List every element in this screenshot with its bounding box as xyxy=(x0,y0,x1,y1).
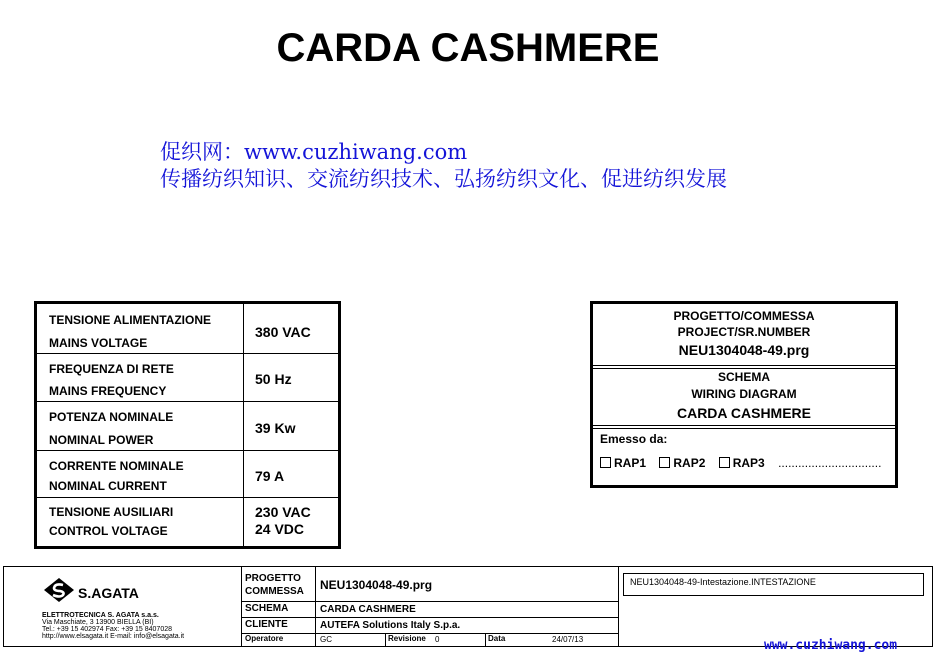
spec-divider xyxy=(243,498,244,547)
checkbox-icon xyxy=(719,457,730,468)
emesso-label: Emesso da: xyxy=(600,432,668,446)
page-title: CARDA CASHMERE xyxy=(276,26,660,70)
checkbox-rap2[interactable] xyxy=(659,456,705,470)
spec-divider xyxy=(243,451,244,498)
spec-row-mains-voltage xyxy=(37,304,338,353)
project-box xyxy=(590,301,898,488)
company-web: http://www.elsagata.it E-mail: info@elsagata.it xyxy=(42,633,185,640)
spec-label-en: CONTROL VOLTAGE xyxy=(49,524,168,538)
checkbox-label: RAP3 xyxy=(732,456,765,470)
issued-by-options xyxy=(600,456,881,470)
progetto-value: NEU1304048-49.prg xyxy=(320,578,433,592)
spec-divider xyxy=(243,402,244,451)
spec-value-secondary: 24 VDC xyxy=(255,521,305,537)
company-name: ELETTROTECNICA S. AGATA s.a.s. xyxy=(42,612,159,619)
divider xyxy=(593,368,895,369)
spec-row-mains-frequency xyxy=(37,353,338,402)
specs-table xyxy=(34,301,341,549)
schema-label: SCHEMA xyxy=(245,603,289,614)
checkbox-rap3[interactable] xyxy=(719,456,765,470)
watermark-line-1: 促织网：www.cuzhiwang.com xyxy=(160,140,468,164)
schema-label-it: SCHEMA xyxy=(717,370,770,384)
grid-line xyxy=(241,567,242,646)
spec-label-en: NOMINAL POWER xyxy=(49,433,154,447)
spec-value: 230 VAC xyxy=(255,504,311,520)
company-address: Via Maschiate, 3 13900 BIELLA (BI) xyxy=(42,619,154,626)
checkbox-label: RAP1 xyxy=(614,456,647,470)
spec-label-it: TENSIONE ALIMENTAZIONE xyxy=(49,313,211,327)
checkbox-icon xyxy=(600,457,611,468)
revisione-label: Revisione xyxy=(388,634,426,643)
filename: NEU1304048-49-Intestazione.INTESTAZIONE xyxy=(630,577,816,587)
spec-value: 39 Kw xyxy=(255,420,296,436)
company-logo-text: S.AGATA xyxy=(78,585,139,601)
cliente-value: AUTEFA Solutions Italy S.p.a. xyxy=(320,620,461,631)
cliente-label: CLIENTE xyxy=(245,619,288,630)
footer-watermark: www.cuzhiwang.com xyxy=(764,638,898,653)
spec-label-it: CORRENTE NOMINALE xyxy=(49,459,184,473)
divider xyxy=(593,365,895,366)
divider xyxy=(593,428,895,429)
sagata-logo-icon xyxy=(42,577,76,603)
project-number: NEU1304048-49.prg xyxy=(678,342,810,358)
project-label-en: PROJECT/SR.NUMBER xyxy=(677,325,811,339)
data-label: Data xyxy=(488,634,506,643)
grid-line xyxy=(485,633,486,646)
schema-label-en: WIRING DIAGRAM xyxy=(691,387,797,401)
spec-row-nominal-power xyxy=(37,401,338,451)
grid-line xyxy=(241,601,618,602)
spec-row-nominal-current xyxy=(37,450,338,498)
spec-label-en: NOMINAL CURRENT xyxy=(49,479,167,493)
signature-dots: ............................... xyxy=(778,456,882,470)
checkbox-rap1[interactable] xyxy=(600,456,646,470)
project-label-it: PROGETTO/COMMESSA xyxy=(673,309,815,323)
spec-divider xyxy=(243,304,244,353)
grid-line xyxy=(241,617,618,618)
grid-line xyxy=(618,567,619,646)
spec-value: 50 Hz xyxy=(255,371,292,387)
divider xyxy=(593,425,895,426)
revisione-value: 0 xyxy=(435,635,440,644)
grid-line xyxy=(385,633,386,646)
spec-value: 380 VAC xyxy=(255,324,311,340)
data-value: 24/07/13 xyxy=(552,635,584,644)
title-block xyxy=(3,566,933,647)
spec-label-en: MAINS FREQUENCY xyxy=(49,384,167,398)
commessa-label: COMMESSA xyxy=(245,586,304,597)
operatore-value: GC xyxy=(320,635,332,644)
checkbox-label: RAP2 xyxy=(673,456,706,470)
spec-label-it: TENSIONE AUSILIARI xyxy=(49,505,174,519)
spec-label-it: POTENZA NOMINALE xyxy=(49,410,174,424)
progetto-label: PROGETTO xyxy=(245,573,301,584)
spec-label-it: FREQUENZA DI RETE xyxy=(49,362,174,376)
filename-box xyxy=(623,573,924,596)
schema-value: CARDA CASHMERE xyxy=(320,604,416,615)
watermark-line-2: 传播纺织知识、交流纺织技术、弘扬纺织文化、促进纺织发展 xyxy=(160,167,727,191)
grid-line xyxy=(241,633,618,634)
spec-value: 79 A xyxy=(255,468,285,484)
spec-label-en: MAINS VOLTAGE xyxy=(49,336,148,350)
grid-line xyxy=(315,567,316,646)
checkbox-icon xyxy=(659,457,670,468)
schema-name: CARDA CASHMERE xyxy=(676,405,812,421)
spec-divider xyxy=(243,354,244,402)
spec-row-control-voltage xyxy=(37,497,338,547)
company-phone: Tel.: +39 15 402974 Fax: +39 15 8407028 xyxy=(42,626,172,633)
operatore-label: Operatore xyxy=(245,634,284,643)
